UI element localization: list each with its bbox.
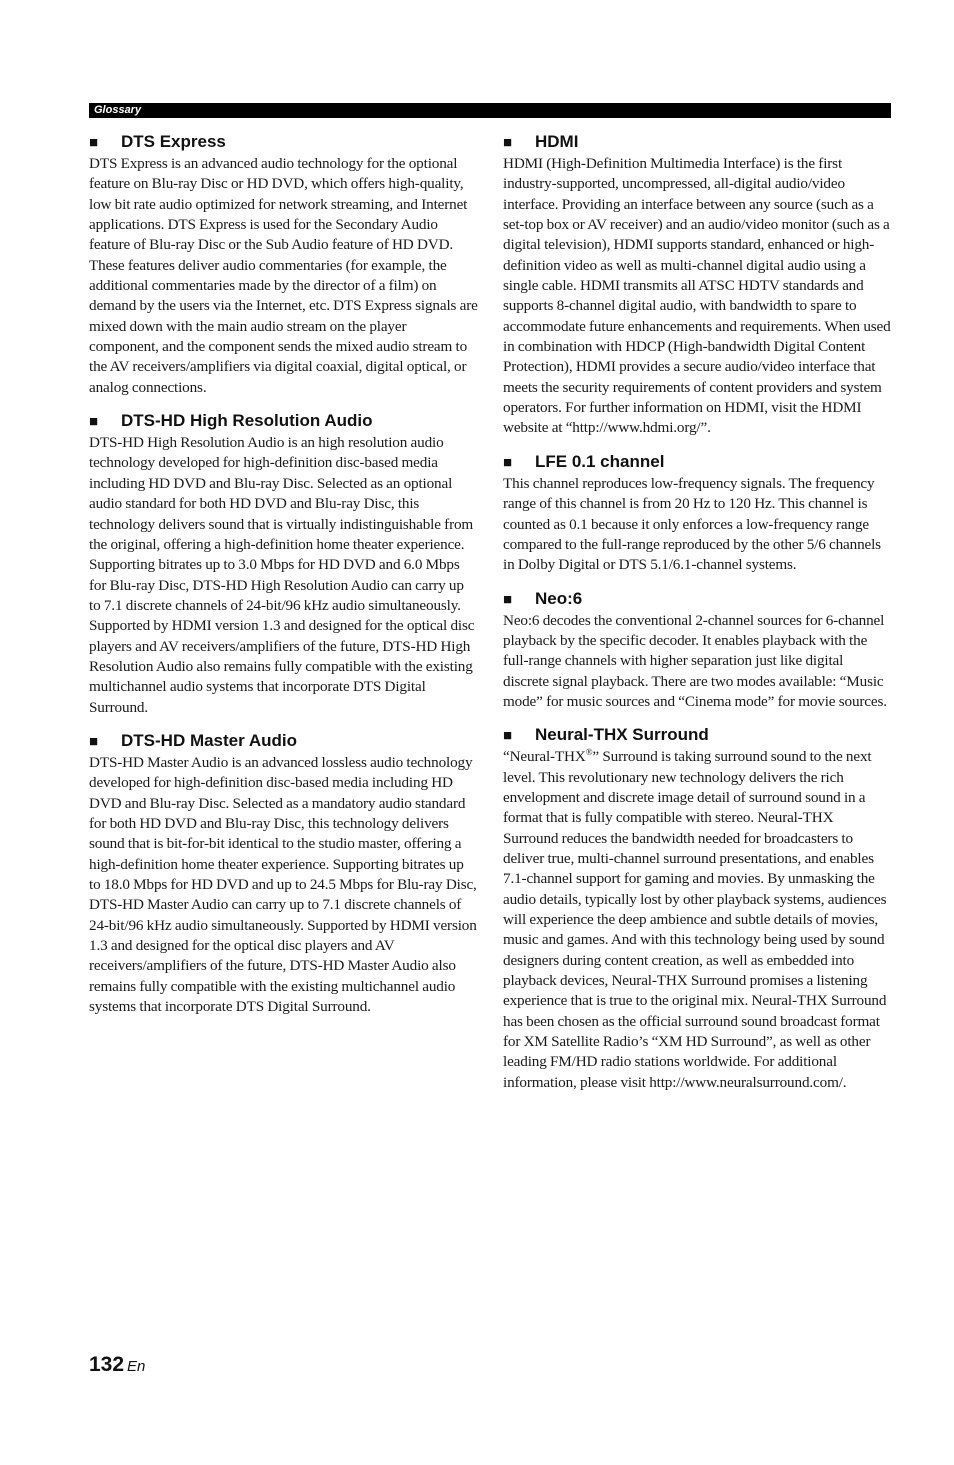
entry-title-text: Neural-THX Surround <box>535 725 709 745</box>
entry-body: DTS-HD High Resolution Audio is an high resolution audio technology developed for high-definition disc-based media including HD DVD and Blu-ray Disc. Selected as an optional audio standard for both HD DVD and Blu-ray Disc, this technology delivers sound that is virtually indistinguishable from the original, offering a high-definition home theater experience. Supporting bitrates up to 3.0 Mbps for HD DVD and 6.0 Mbps for Blu-ray Disc, DTS-HD High Resolution Audio can carry up to 7.1 discrete channels of 24-bit/96 kHz audio simultaneously. Supported by HDMI version 1.3 and designed for the optical disc players and AV receivers/amplifiers of the future, DTS-HD High Resolution Audio also remains fully compatible with the existing multichannel audio systems that incorporate DTS Digital Surround. <box>89 434 475 716</box>
entry-body <box>503 747 892 1093</box>
glossary-entry-dts-hd-master-audio <box>89 730 478 1017</box>
entry-title <box>503 131 892 154</box>
glossary-entry-neural-thx-surround <box>503 724 892 1093</box>
entry-title-text: Neo:6 <box>535 588 583 608</box>
registered-mark: ® <box>585 747 593 758</box>
glossary-entry-lfe-channel <box>503 451 892 576</box>
entry-title <box>503 724 892 747</box>
square-bullet-icon: ■ <box>503 590 513 608</box>
glossary-entry-hdmi <box>503 131 892 439</box>
square-bullet-icon: ■ <box>503 453 513 471</box>
entry-title <box>89 131 478 154</box>
entry-body-lead: “Neural-THX <box>503 748 586 766</box>
glossary-entry-dts-hd-high-resolution-audio <box>89 410 478 718</box>
glossary-entry-dts-express <box>89 131 478 398</box>
square-bullet-icon: ■ <box>503 134 513 151</box>
glossary-entry-neo6 <box>503 588 892 713</box>
page-language: En <box>127 1358 146 1375</box>
entry-title-text: DTS-HD Master Audio <box>121 730 297 750</box>
square-bullet-icon: ■ <box>89 732 99 750</box>
entry-title-text: DTS-HD High Resolution Audio <box>121 411 373 431</box>
square-bullet-icon: ■ <box>89 413 99 431</box>
entry-title-text: LFE 0.1 channel <box>535 451 665 471</box>
page-number-value: 132 <box>89 1353 125 1376</box>
entry-body: This channel reproduces low-frequency signals. The frequency range of this channel is from 20 Hz to 120 Hz. This channel is counted as 0.1 because it only enforces a low-frequency range compared to the full-range reproduced by the other 5/6 channels in Dolby Digital or DTS 5.1/6.1-channel systems. <box>503 474 881 574</box>
left-column <box>89 131 478 1029</box>
entry-body: DTS Express is an advanced audio technology for the optional feature on Blu-ray Disc or HD DVD, which offers high-quality, low bit rate audio optimized for network streaming, and Internet applications. DTS Express is used for the Secondary Audio feature of Blu-ray Disc or the Sub Audio feature of HD DVD. These features deliver audio commentaries (for example, the additional commentaries made by the director of a film) on demand by the users via the Internet, etc. DTS Express signals are mixed down with the main audio stream on the player component, and the component sends the mixed audio stream to the AV receivers/amplifiers via digital coaxial, digital optical, or analog connections. <box>89 155 478 396</box>
section-header-bar <box>89 103 891 118</box>
entry-body: HDMI (High-Definition Multimedia Interface) is the first industry-supported, uncompressed, all-digital audio/video interface. Providing an interface between any source (such as a set-top box or AV receiver) and an audio/video monitor (such as a digital television), HDMI supports standard, enhanced or high-definition video as well as multi-channel digital audio using a single cable. HDMI transmits all ATSC HDTV standards and supports 8-channel digital audio, with bandwidth to spare to accommodate future enhancements and requirements. When used in combination with HDCP (High-bandwidth Digital Content Protection), HDMI provides a secure audio/video interface that meets the security requirements of content providers and system operators. For further information on HDMI, visit the HDMI website at “http://www.hdmi.org/”. <box>503 155 891 437</box>
right-column <box>503 131 892 1105</box>
entry-body: DTS-HD Master Audio is an advanced lossless audio technology developed for high-definition disc-based media including HD DVD and Blu-ray Disc. Selected as a mandatory audio standard for both HD DVD and Blu-ray Disc, this technology delivers sound that is bit-for-bit identical to the studio master, offering a high-definition home theater experience. Supporting bitrates up to 18.0 Mbps for HD DVD and up to 24.5 Mbps for Blu-ray Disc, DTS-HD Master Audio can carry up to 7.1 discrete channels of 24-bit/96 kHz audio simultaneously. Supported by HDMI version 1.3 and designed for the optical disc players and AV receivers/amplifiers of the future, DTS-HD Master Audio also remains fully compatible with the existing multichannel audio systems that incorporate DTS Digital Surround. <box>89 753 477 1016</box>
page-number <box>89 1353 145 1377</box>
entry-title-text: HDMI <box>535 132 579 151</box>
entry-body-rest: ” Surround is taking surround sound to the next level. This revolutionary new technology delivers the rich envelopment and discrete image detail of surround sound in a format that is fully compatible with stereo. Neural-THX Surround reduces the bandwidth needed for broadcasters to deliver true, multi-channel surround presentations, and enables 7.1-channel support for gaming and movies. By unmasking the audio details, typically lost by other playback systems, audiences will experience the deep ambience and subtle details of movies, music and games. And with this technology being used by sound designers during content creation, as well as embedded into playback devices, Neural-THX Surround promises a listening experience that is true to the original mix. Neural-THX Surround has been chosen as the official surround sound broadcast format for XM Satellite Radio’s “XM HD Surround”, as well as other leading FM/HD radio stations worldwide. For additional information, please visit http://www.neuralsurround.com/. <box>503 748 887 1091</box>
entry-title-text: DTS Express <box>121 132 226 151</box>
entry-title <box>89 730 478 753</box>
square-bullet-icon: ■ <box>89 134 99 151</box>
entry-title <box>503 451 892 474</box>
section-header-label: Glossary <box>94 104 142 116</box>
entry-title <box>89 410 478 433</box>
entry-title <box>503 588 892 611</box>
entry-body: Neo:6 decodes the conventional 2-channel sources for 6-channel playback by the specific decoder. It enables playback with the full-range channels with higher separation just like digital discrete signal playback. There are two modes available: “Music mode” for music sources and “Cinema mode” for movie sources. <box>503 611 887 710</box>
square-bullet-icon: ■ <box>503 727 513 745</box>
